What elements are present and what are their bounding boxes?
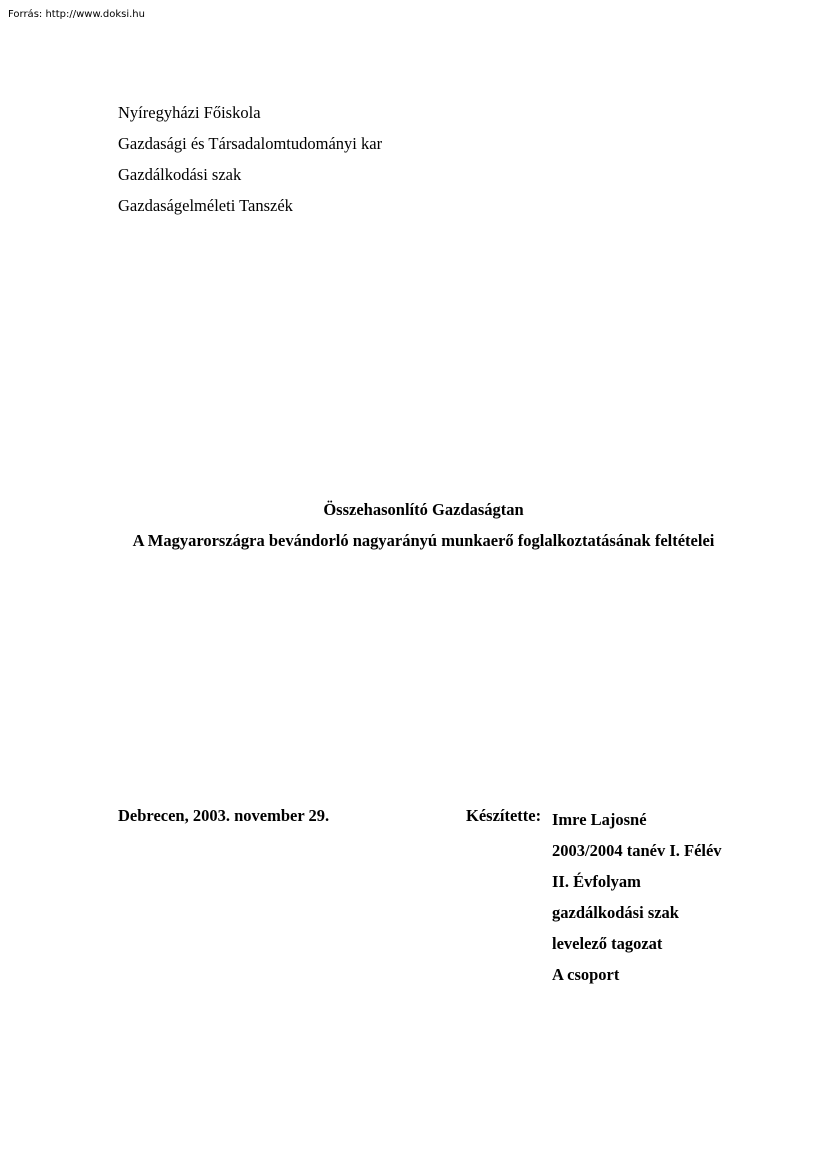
- faculty-name: Gazdasági és Társadalomtudományi kar: [118, 134, 383, 153]
- source-line: Forrás: http://www.doksi.hu: [8, 9, 145, 20]
- author-details: [552, 804, 722, 990]
- paper-title: A Magyarországra bevándorló nagyarányú munkaerő foglalkoztatásának feltételei: [132, 531, 715, 550]
- department-name: Gazdaságelméleti Tanszék: [118, 196, 293, 215]
- year-level: II. Évfolyam: [552, 872, 641, 891]
- author-major: gazdálkodási szak: [552, 903, 679, 922]
- academic-year: 2003/2004 tanév I. Félév: [552, 841, 722, 860]
- prepared-by-label: Készítette:: [466, 806, 542, 825]
- title-block: [0, 494, 827, 556]
- institution-name: Nyíregyházi Főiskola: [118, 103, 261, 122]
- institution-block: [118, 97, 382, 221]
- course-title: Összehasonlító Gazdaságtan: [323, 500, 524, 519]
- place-date: Debrecen, 2003. november 29.: [118, 806, 330, 825]
- major-name: Gazdálkodási szak: [118, 165, 242, 184]
- study-mode: levelező tagozat: [552, 934, 663, 953]
- group-name: A csoport: [552, 965, 620, 984]
- author-name: Imre Lajosné: [552, 810, 647, 829]
